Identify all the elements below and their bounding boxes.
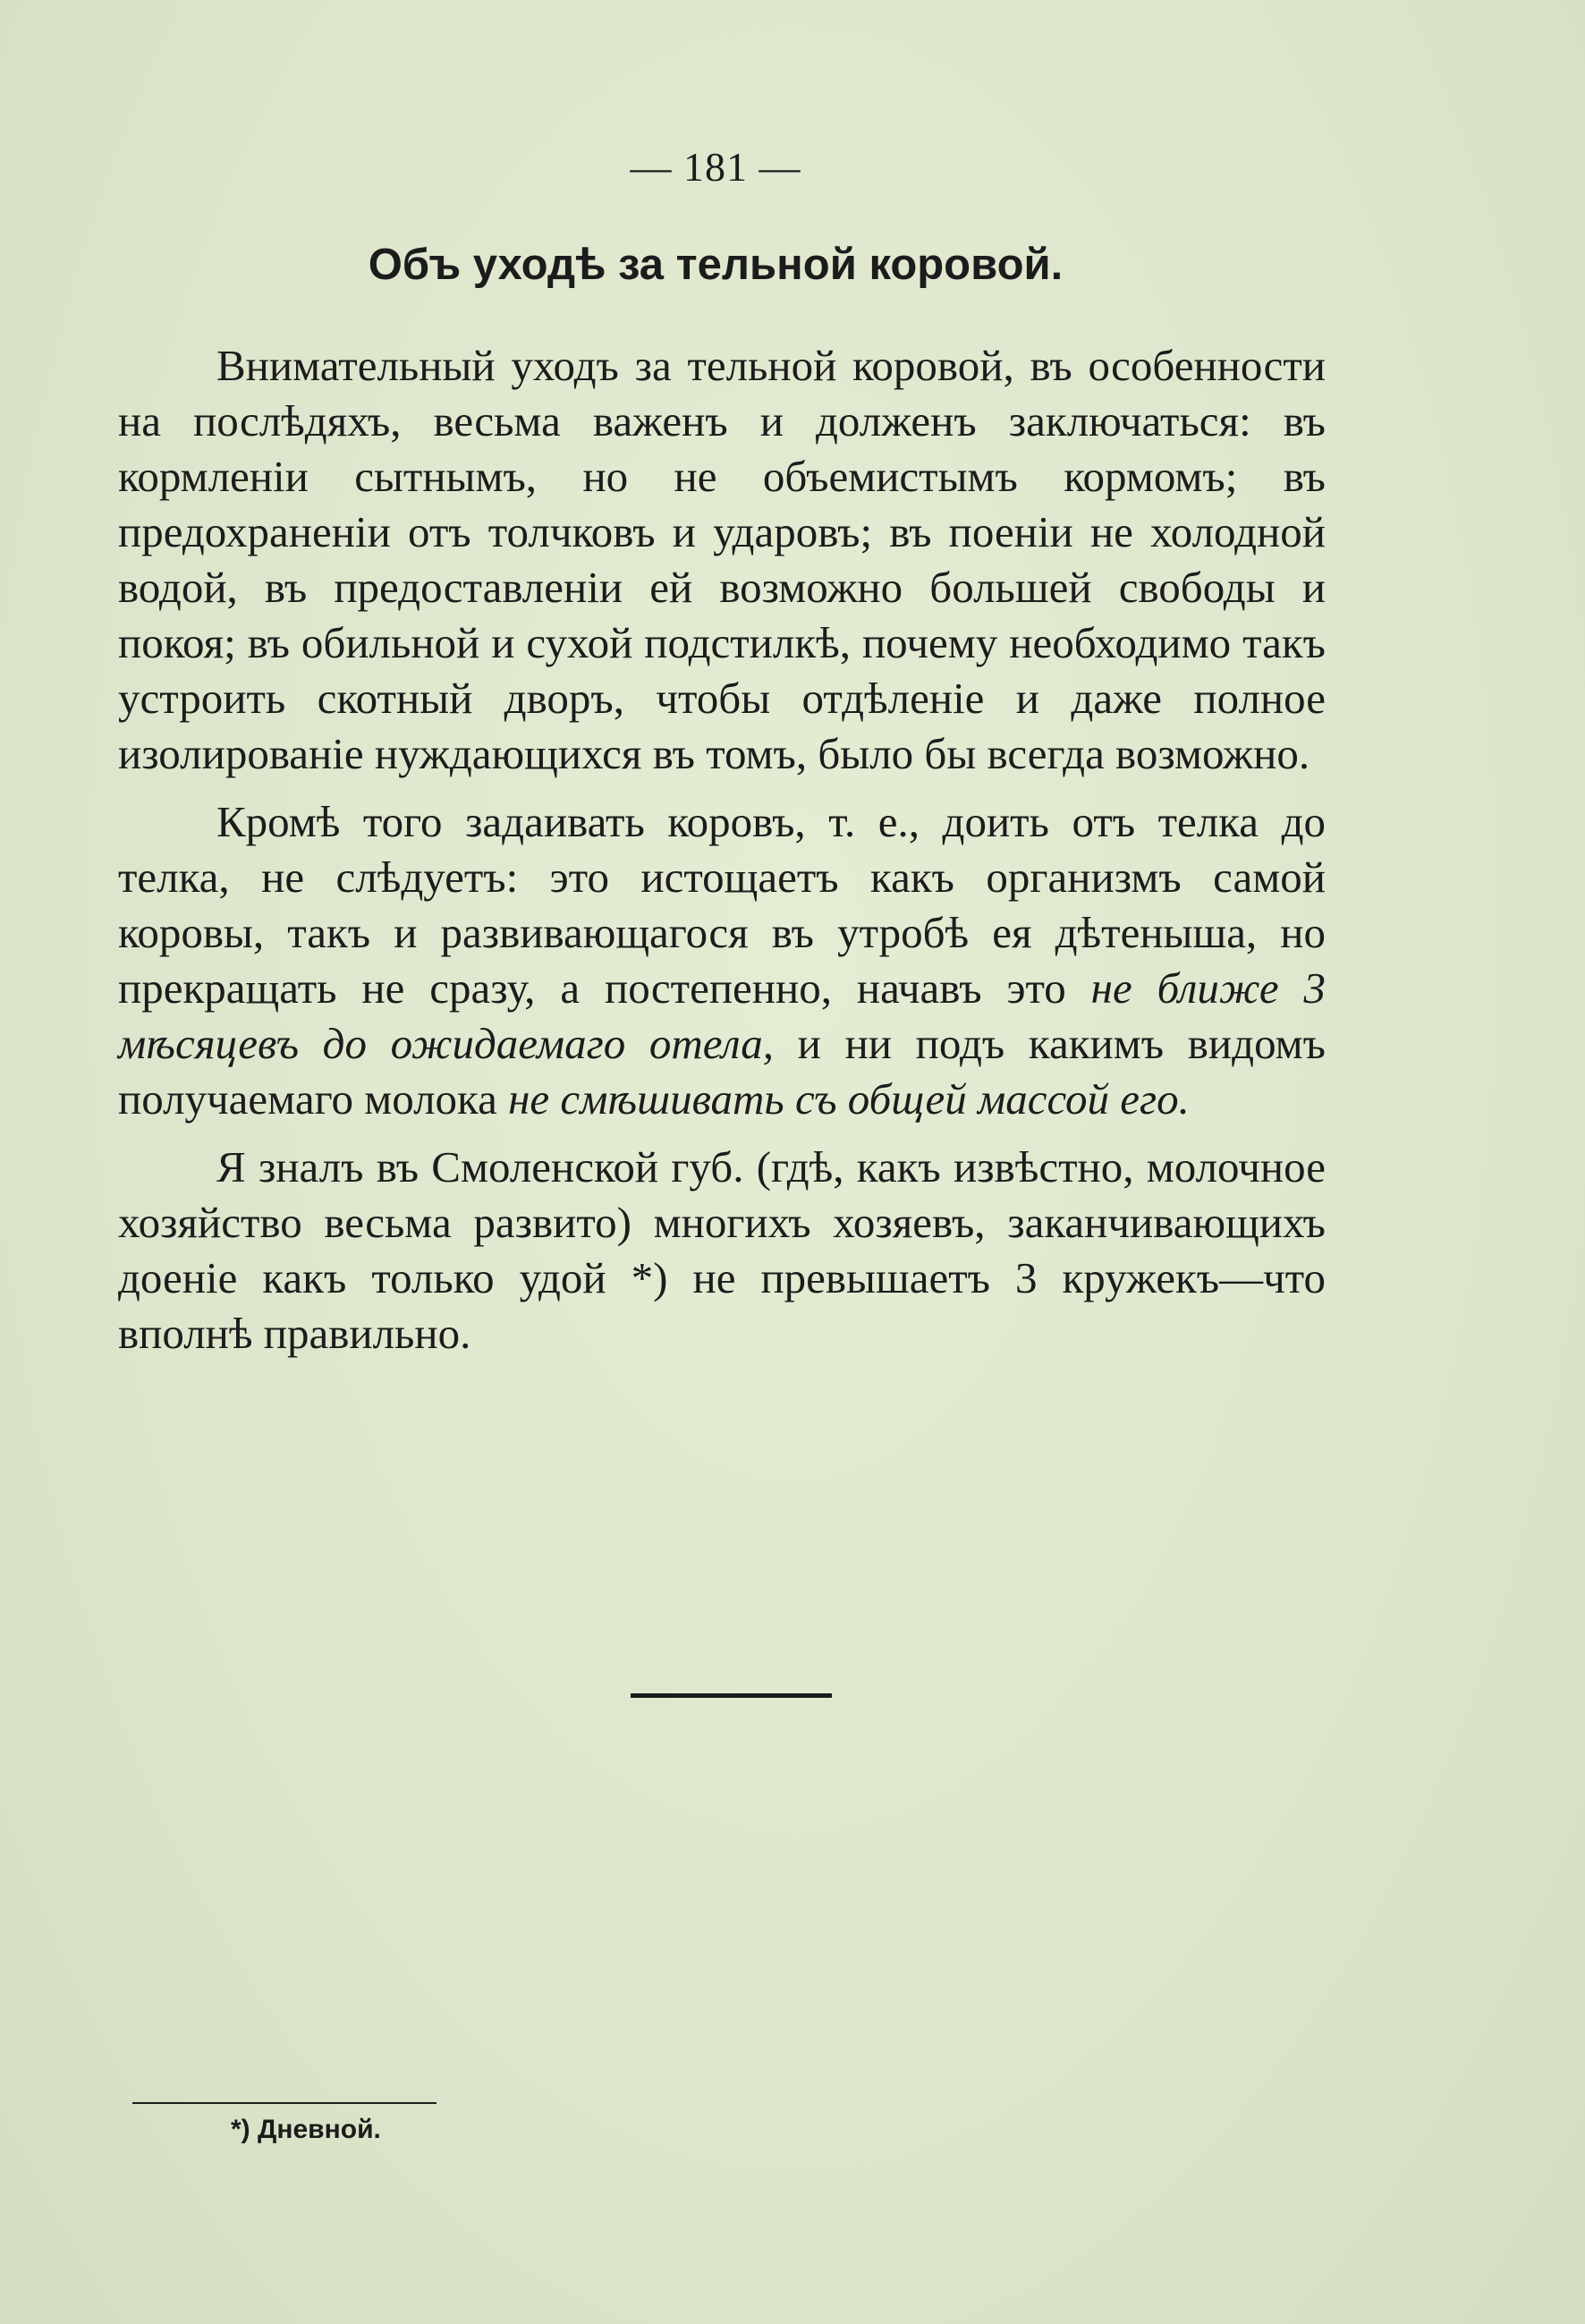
paragraph-1: Внимательный уходъ за тельной коровой, въ особенности на послѣдяхъ, весьма важенъ и долженъ заключаться: въ кормленіи сытнымъ, но не объемистымъ кормомъ; въ предохраненіи отъ толчковъ и ударовъ; въ поеніи не холодной водой, въ предоставленіи ей возможно большей свободы и покоя; въ обильной и сухой подстилкѣ, почему необходимо такъ устроить скотный дворъ, чтобы отдѣленіе и даже полное изолированіе нуждающихся въ томъ, было бы всегда возможно. xyxy=(118,341,1326,778)
paragraph-2-part-c: и ни подъ какимъ видомъ получаемаго молока xyxy=(118,1019,1326,1124)
paragraph-2-part-a: Кромѣ того задаивать коровъ, т. е., доить отъ телка до телка, не слѣдуетъ: это истощаетъ какъ организмъ самой коровы, такъ и развивающагося въ утробѣ ея дѣтеныша, но прекращать не сразу, а постепенно, начавъ это xyxy=(118,797,1326,1013)
section-heading: Объ уходѣ за тельной коровой. xyxy=(368,241,1064,289)
end-rule xyxy=(631,1693,832,1698)
body-text xyxy=(118,338,1326,1374)
footnote: *) Дневной. xyxy=(231,2115,381,2144)
paragraph-2-italic-b: не смѣшивать съ общей массой его. xyxy=(508,1074,1190,1124)
paragraph-2 xyxy=(118,794,1326,1127)
paragraph-3: Я зналъ въ Смоленской губ. (гдѣ, какъ извѣстно, молочное хозяйство весьма развито) многихъ хозяевъ, заканчивающихъ доеніе какъ только удой *) не превышаетъ 3 кружекъ—что вполнѣ правильно. xyxy=(118,1142,1326,1358)
page-number: — 181 — xyxy=(630,144,801,190)
paragraph-2-italic-a: не ближе 3 мѣсяцевъ до ожидаемаго отела, xyxy=(118,963,1326,1068)
footnote-rule xyxy=(132,2102,437,2104)
